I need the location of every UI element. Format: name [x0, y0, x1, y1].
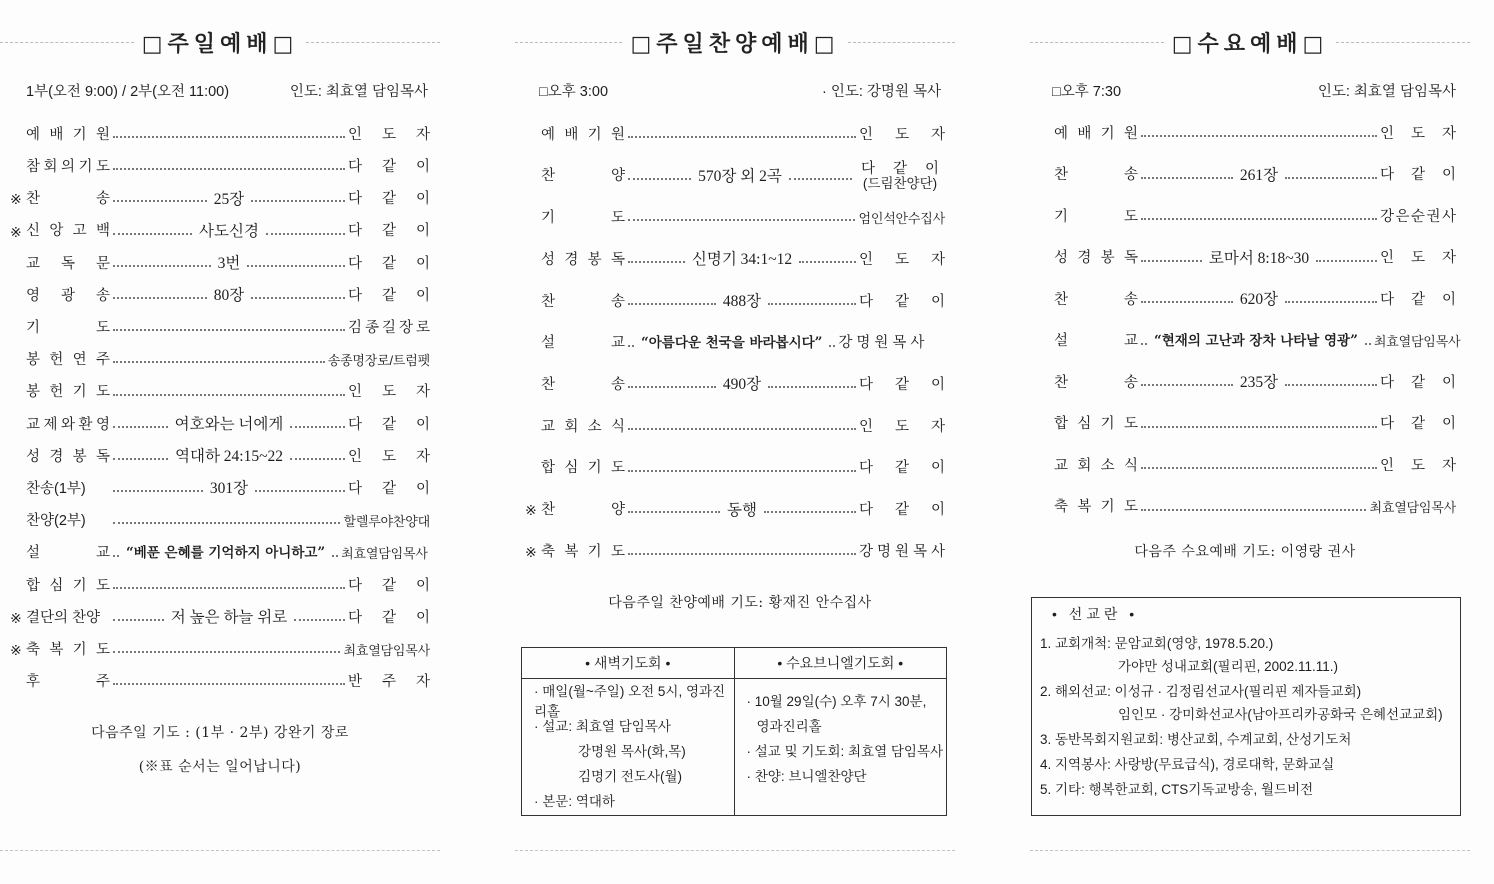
peniel-prayer-line: · 찬양: 브니엘찬양단	[746, 768, 867, 784]
order-row	[10, 350, 430, 370]
missions-line: 1. 교회개척: 문암교회(영양, 1978.5.20.)	[1040, 636, 1274, 651]
order-row	[1038, 290, 1456, 310]
order-item-label: 후 주	[26, 674, 110, 691]
order-item-label: 축 복 기 도	[541, 543, 625, 560]
order-item-person: 다 같 이 (드림찬양단)	[861, 161, 939, 192]
order-item-person: 할렐루야찬양대	[343, 513, 430, 529]
order-item-label: 교 회 소 식	[541, 418, 625, 435]
order-item-person: 강 명 원 목 사	[838, 335, 925, 352]
order-row	[1038, 166, 1456, 186]
order-item-person: 다 같 이	[859, 293, 945, 310]
peniel-prayer-section	[734, 648, 947, 815]
order-row	[10, 125, 430, 145]
order-item-detail: 저 높은 하늘 위로	[170, 609, 288, 627]
order-item-label: 성 경 봉 독	[541, 251, 625, 268]
missions-line: 2. 해외선교: 이성규 · 김정림선교사(필리핀 제자들교회)	[1040, 684, 1362, 699]
sunday-service-column	[0, 0, 440, 884]
order-row	[10, 189, 430, 209]
order-item-label: 찬송(1부)	[26, 480, 86, 497]
order-item-person: 최효열담임목사	[1373, 334, 1461, 349]
order-item-detail: 80장	[213, 287, 245, 305]
missions-line: 3. 동반목회지원교회: 병산교회, 수계교회, 산성기도처	[1040, 732, 1352, 747]
order-item-person: 인 도 자	[348, 384, 430, 401]
order-item-label: 성 경 봉 독	[1054, 250, 1138, 267]
sunday-next-prayer: 다음주일 기도 : (1부 · 2부) 강완기 장로	[91, 725, 349, 741]
order-item-label: 찬 송	[1054, 167, 1138, 184]
order-item-label: 합 심 기 도	[1054, 416, 1138, 433]
order-item-detail: 25장	[213, 190, 245, 208]
order-item-detail: “베푼 은혜를 기억하지 아니하고”	[126, 544, 326, 561]
order-item-person: 다 같 이	[348, 158, 430, 175]
dawn-prayer-line: · 본문: 역대하	[534, 793, 615, 809]
order-row	[10, 286, 430, 306]
order-row	[10, 254, 430, 274]
order-item-label: 설 교	[1054, 333, 1138, 350]
order-row	[10, 672, 430, 692]
order-item-person: 다 같 이	[348, 609, 430, 626]
prayer-meetings-box	[521, 647, 947, 816]
order-item-person: 최효열담임목사	[1369, 500, 1456, 515]
order-row	[525, 375, 945, 395]
order-item-label: 기 도	[1054, 208, 1138, 225]
order-item-person: 최효열담임목사	[343, 642, 430, 658]
order-item-person: 다 같 이	[348, 255, 430, 272]
order-item-label: 교 회 소 식	[1054, 457, 1138, 474]
order-item-person: 다 같 이	[1380, 374, 1456, 391]
order-item-person: 다 같 이	[348, 480, 430, 497]
order-row	[10, 544, 430, 564]
order-row	[10, 157, 430, 177]
order-item-person: 인 도 자	[859, 126, 945, 143]
order-item-person: 다 같 이	[348, 287, 430, 304]
standing-mark: ※	[525, 502, 537, 519]
order-item-label: 축 복 기 도	[26, 641, 110, 658]
dawn-prayer-line: · 설교: 최효열 담임목사	[534, 718, 671, 734]
order-item-detail: 신명기 34:1~12	[691, 251, 793, 269]
peniel-prayer-title: • 수요브니엘기도회 •	[735, 648, 947, 679]
order-item-detail: 570장 외 2곡	[698, 167, 782, 185]
order-row	[10, 640, 430, 660]
order-item-detail: 620장	[1239, 291, 1279, 309]
order-item-detail: 490장	[722, 376, 762, 394]
order-item-label: 찬 양	[541, 168, 625, 185]
missions-line: 4. 지역봉사: 사랑방(무료급식), 경로대학, 문화교실	[1040, 757, 1335, 772]
order-item-person: 다 같 이	[348, 577, 430, 594]
order-row	[525, 125, 945, 145]
order-item-detail: 235장	[1239, 374, 1279, 392]
order-item-label: 기 도	[26, 319, 110, 336]
order-item-detail: 488장	[722, 293, 762, 311]
missions-line: 가야만 성내교회(필리핀, 2002.11.11.)	[1118, 659, 1338, 674]
order-item-label: 봉 헌 기 도	[26, 384, 110, 401]
order-item-detail: 역대하 24:15~22	[175, 448, 283, 466]
order-item-person: 다 같 이	[348, 416, 430, 433]
order-item-person: 인 도 자	[859, 251, 945, 268]
order-item-label: 영 광 송	[26, 287, 110, 304]
order-item-detail: 여호와는 너에게	[174, 416, 284, 434]
order-row	[1038, 332, 1461, 352]
dawn-prayer-line: 김명기 전도사(월)	[578, 768, 683, 784]
order-item-person: 다 같 이	[859, 502, 945, 519]
order-item-label: 찬 송	[541, 293, 625, 310]
order-item-person: 다 같 이	[859, 376, 945, 393]
order-item-label: 성 경 봉 독	[26, 448, 110, 465]
order-row	[10, 479, 430, 499]
order-item-label: 찬 양	[541, 502, 625, 519]
order-row	[10, 576, 430, 596]
order-row	[10, 222, 430, 242]
order-item-label: 찬양(2부)	[26, 513, 86, 530]
order-row	[10, 511, 430, 531]
sunday-service-leader: 인도: 최효열 담임목사	[289, 83, 428, 100]
order-row	[525, 334, 945, 354]
order-item-person: 다 같 이	[348, 223, 430, 240]
order-item-detail: 로마서 8:18~30	[1208, 249, 1310, 267]
order-row	[10, 415, 430, 435]
order-item-person: 인 도 자	[348, 448, 430, 465]
order-item-label: 예 배 기 원	[1054, 125, 1138, 142]
order-item-label: 설 교	[541, 335, 625, 352]
order-row	[1038, 498, 1456, 518]
order-item-person: 송종명장로/트럼펫	[327, 352, 430, 368]
order-item-person: 인 도 자	[348, 126, 430, 143]
order-item-person: 다 같 이	[1380, 416, 1456, 433]
order-item-label: 기 도	[541, 210, 625, 227]
order-row	[10, 318, 430, 338]
order-item-person: 인 도 자	[1380, 250, 1456, 267]
order-row	[525, 250, 945, 270]
standing-mark: ※	[10, 191, 22, 208]
order-item-label: 예 배 기 원	[26, 126, 110, 143]
order-row	[525, 292, 945, 312]
peniel-prayer-line: · 10월 29일(수) 오후 7시 30분,	[746, 693, 927, 709]
order-item-person: 다 같 이	[1380, 291, 1456, 308]
order-item-person: 인 도 자	[1380, 457, 1456, 474]
missions-box	[1031, 597, 1461, 816]
order-row	[525, 500, 945, 520]
sunday-service-title: □주일예배□	[141, 31, 299, 57]
order-item-label: 설 교	[26, 545, 110, 562]
order-row	[1038, 373, 1456, 393]
order-item-label: 찬 송	[1054, 374, 1138, 391]
order-item-person: 강 명 원 목 사	[859, 543, 945, 560]
order-row	[10, 447, 430, 467]
order-item-person: 인 도 자	[859, 418, 945, 435]
order-item-detail: 사도신경	[199, 222, 259, 240]
order-item-label: 합 심 기 도	[26, 577, 110, 594]
order-row	[1038, 456, 1456, 476]
praise-service-column	[515, 0, 955, 884]
order-row	[525, 542, 945, 562]
order-item-label: 교 독 문	[26, 255, 110, 272]
order-row	[1038, 249, 1456, 269]
order-item-label: 교 제 와 환 영	[26, 416, 110, 433]
order-item-label: 결단의 찬양	[26, 609, 101, 626]
standing-mark: ※	[10, 223, 22, 240]
peniel-prayer-line: · 설교 및 기도회: 최효열 담임목사	[746, 743, 944, 759]
order-item-person: 엄인석안수집사	[858, 210, 945, 226]
order-item-label: 봉 헌 연 주	[26, 352, 110, 369]
order-item-label: 찬 송	[26, 191, 110, 208]
order-item-detail: 동행	[727, 501, 757, 519]
order-item-label: 참 회 의 기 도	[26, 158, 110, 175]
order-row	[10, 383, 430, 403]
order-item-person: 최효열담임목사	[341, 546, 428, 562]
missions-line: 5. 기타: 행복한교회, CTS기독교방송, 월드비전	[1040, 782, 1314, 797]
order-row	[525, 161, 945, 192]
order-item-label: 합 심 기 도	[541, 460, 625, 477]
praise-service-time: □오후 3:00	[539, 83, 609, 100]
order-row	[525, 208, 945, 228]
order-row	[1038, 124, 1456, 144]
praise-next-prayer: 다음주일 찬양예배 기도: 황재진 안수집사	[608, 595, 872, 611]
wednesday-service-time: □오후 7:30	[1052, 83, 1122, 100]
wednesday-service-leader: 인도: 최효열 담임목사	[1317, 83, 1456, 100]
standing-mark: ※	[10, 610, 22, 626]
praise-service-title: □주일찬양예배□	[630, 31, 840, 57]
order-item-detail: 301장	[209, 480, 249, 498]
sunday-standing-note: (※표 순서는 일어납니다)	[138, 759, 302, 775]
order-item-person: 다 같 이	[859, 460, 945, 477]
peniel-prayer-line: 영과진리홀	[756, 718, 822, 734]
dawn-prayer-title: • 새벽기도회 •	[522, 648, 734, 679]
order-row	[525, 459, 945, 479]
order-item-label: 찬 송	[541, 376, 625, 393]
order-item-label: 신 앙 고 백	[26, 223, 110, 240]
dawn-prayer-section	[522, 648, 734, 815]
missions-line: 임인모 · 강미화선교사(남아프리카공화국 은혜선교교회)	[1118, 707, 1443, 722]
wednesday-service-column	[1030, 0, 1470, 884]
order-row	[10, 608, 430, 628]
standing-mark: ※	[525, 544, 537, 560]
order-item-person: 반 주 자	[348, 674, 430, 691]
missions-title: • 선교란 •	[1052, 606, 1139, 622]
order-item-person: 다 같 이	[1380, 167, 1456, 184]
order-item-label: 찬 송	[1054, 291, 1138, 308]
order-item-person: 강 은 순 권 사	[1380, 208, 1456, 225]
praise-service-leader: · 인도: 강명원 목사	[822, 83, 941, 100]
wednesday-service-title: □수요예배□	[1171, 31, 1329, 57]
order-item-label: 예 배 기 원	[541, 126, 625, 143]
order-item-person: 인 도 자	[1380, 125, 1456, 142]
standing-mark: ※	[10, 642, 22, 659]
order-item-detail: 261장	[1239, 166, 1279, 184]
order-item-person: 김 종 길 장 로	[348, 319, 430, 336]
order-item-detail: “아름다운 천국을 바라봅시다”	[641, 334, 823, 351]
order-row	[1038, 207, 1456, 227]
order-item-label: 축 복 기 도	[1054, 499, 1138, 516]
wednesday-next-prayer: 다음주 수요예배 기도: 이영랑 권사	[1134, 544, 1356, 560]
order-row	[1038, 415, 1456, 435]
order-item-detail: “현재의 고난과 장차 나타날 영광”	[1154, 332, 1358, 349]
sunday-service-times: 1부(오전 9:00) / 2부(오전 11:00)	[26, 83, 230, 100]
order-row	[525, 417, 945, 437]
dawn-prayer-line: · 매일(월~주일) 오전 5시, 영과진리홀	[534, 683, 726, 719]
dawn-prayer-line: 강명원 목사(화,목)	[578, 743, 686, 759]
order-item-detail: 3번	[217, 255, 241, 273]
order-item-person: 다 같 이	[348, 191, 430, 208]
